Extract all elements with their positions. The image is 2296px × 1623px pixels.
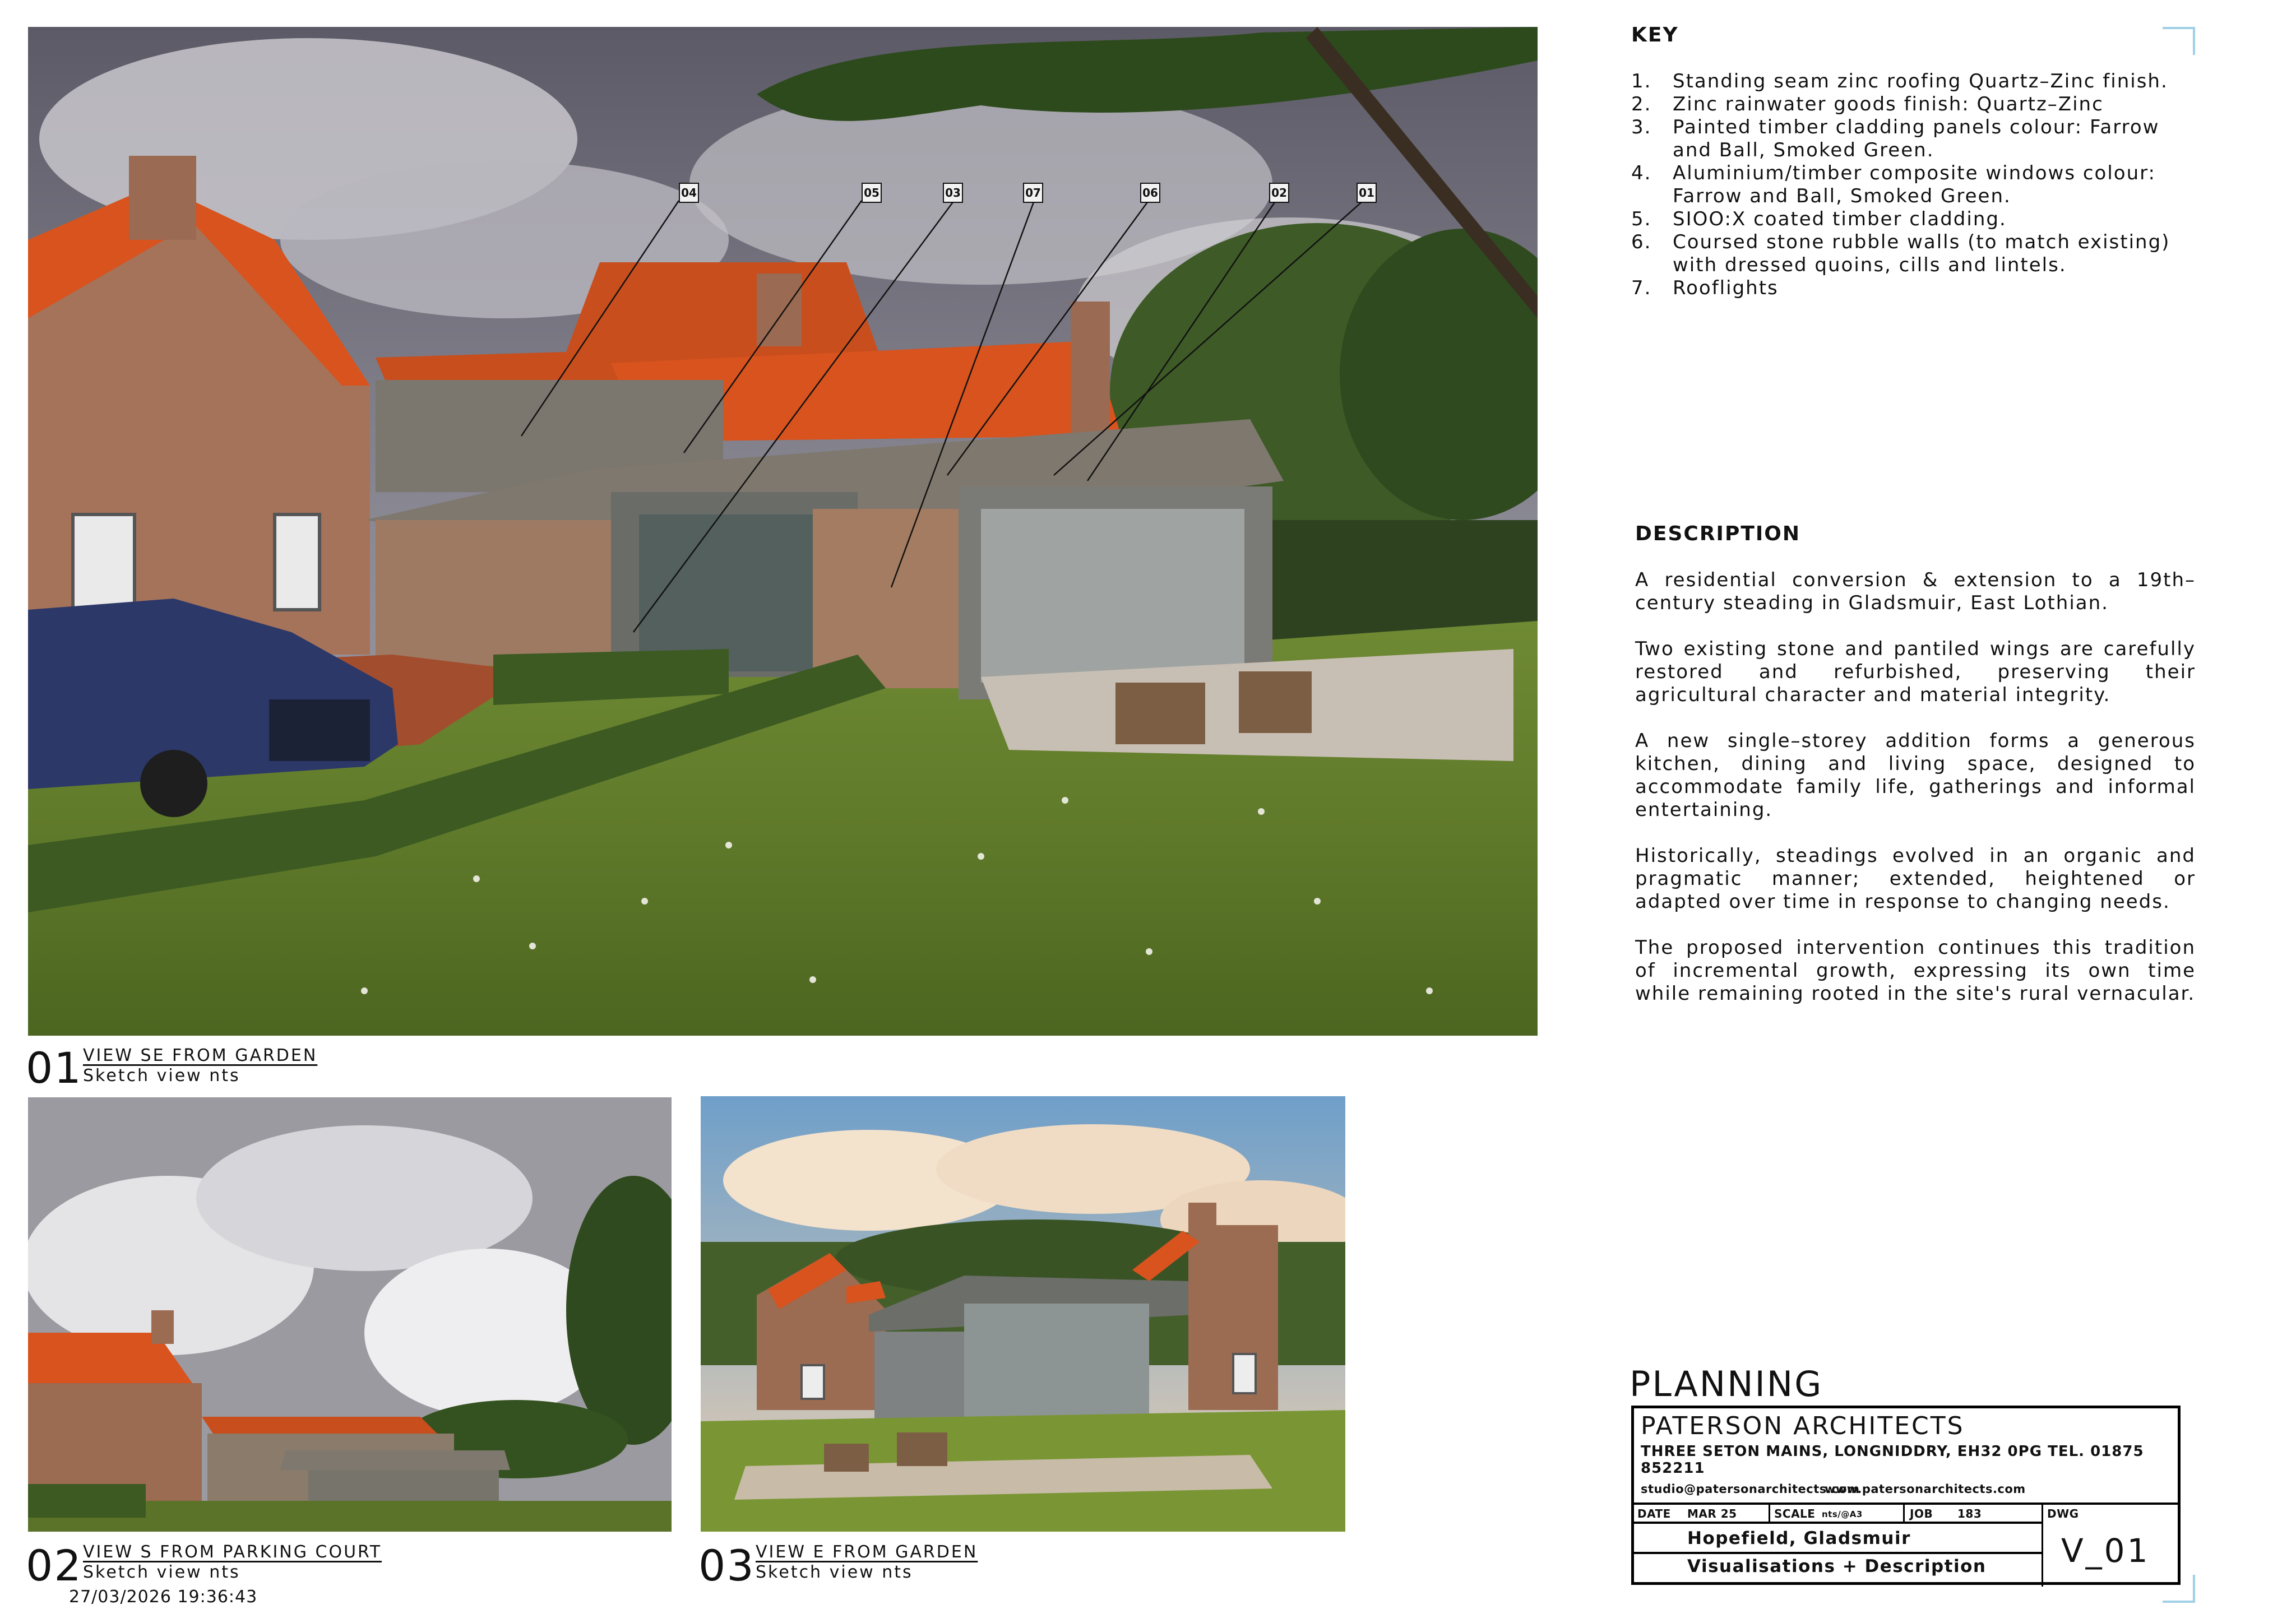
job-value: 183 [1957,1507,1982,1520]
key-item-text: Coursed stone rubble walls (to match existing) with dressed quoins, cills and lintels. [1673,231,2170,276]
title-block-divider [2042,1503,2043,1587]
firm-address: THREE SETON MAINS, LONGNIDDRY, EH32 0PG TEL. 01875 852211 [1641,1443,2144,1477]
caption-sub-02: Sketch view nts [83,1562,240,1582]
caption-title-01: VIEW SE FROM GARDEN [83,1046,318,1065]
title-block [1631,1406,2181,1585]
key-item [1631,208,2197,231]
caption-title-03: VIEW E FROM GARDEN [756,1542,978,1562]
callout-02: 02 [1269,183,1289,203]
key-item [1631,277,2197,300]
key-item-text: Aluminium/timber composite windows colour: Farrow and Ball, Smoked Green. [1673,162,2156,207]
caption-number-03: 03 [698,1541,755,1590]
drawing-number: V_01 [2061,1532,2150,1570]
key-item-text: Standing seam zinc roofing Quartz–Zinc finish. [1673,70,2168,92]
print-timestamp: 27/03/2026 19:36:43 [69,1587,258,1607]
dwg-label: DWG [2047,1507,2079,1520]
job-label: JOB [1910,1507,1933,1520]
key-item-number: 3. [1631,116,1652,138]
key-item [1631,231,2197,277]
key-item-number: 1. [1631,70,1652,92]
render-view-e-from-garden [701,1096,1345,1532]
caption-number-02: 02 [26,1541,82,1590]
date-value: MAR 25 [1687,1507,1737,1520]
firm-email[interactable]: studio@patersonarchitects.com [1641,1482,1860,1496]
crop-mark-top-right [2163,27,2195,55]
key-item-text: Rooflights [1673,277,1779,299]
firm-website[interactable]: www.patersonarchitects.com [1825,1482,2026,1496]
callout-07: 07 [1023,183,1043,203]
key-item-text: SIOO:X coated timber cladding. [1673,208,2007,230]
callout-06: 06 [1140,183,1160,203]
key-item [1631,70,2197,93]
callout-03: 03 [943,183,963,203]
description-paragraph: A new single–storey addition forms a generous kitchen, dining and living space, designed to accommodate family life, gatherings and informal entertaining. [1635,730,2196,821]
callout-04: 04 [679,183,699,203]
key-item [1631,116,2197,162]
caption-title-02: VIEW S FROM PARKING COURT [83,1542,382,1562]
project-name: Hopefield, Gladsmuir [1687,1528,1911,1548]
key-item [1631,93,2197,116]
date-label: DATE [1637,1507,1671,1520]
planning-status: PLANNING [1630,1364,1823,1404]
title-block-divider [1769,1503,1770,1523]
description-paragraph: Historically, steadings evolved in an organic and pragmatic manner; extended, heightened or adapted over time in response to changing needs. [1635,845,2196,913]
callout-05: 05 [862,183,882,203]
key-item [1631,162,2197,208]
description-paragraph: Two existing stone and pantiled wings are carefully restored and refurbished, preserving their agricultural character and material integrity. [1635,638,2196,706]
key-item-number: 4. [1631,162,1652,184]
key-heading: KEY [1631,24,1679,47]
render-view-s-from-parking-court [28,1097,672,1532]
render-view-se-from-garden [28,27,1538,1036]
key-item-text: Zinc rainwater goods finish: Quartz–Zinc [1673,93,2104,115]
key-list [1631,70,2197,300]
description-heading: DESCRIPTION [1635,522,1801,545]
title-block-divider [1903,1503,1905,1523]
firm-name: PATERSON ARCHITECTS [1641,1412,1965,1440]
key-item-text: Painted timber cladding panels colour: Farrow and Ball, Smoked Green. [1673,116,2160,161]
scale-label: SCALE [1774,1507,1816,1520]
caption-sub-01: Sketch view nts [83,1066,240,1086]
key-item-number: 7. [1631,277,1652,299]
title-block-divider [1634,1552,2043,1554]
description-paragraph: The proposed intervention continues this tradition of incremental growth, expressing its own time while remaining rooted in the site's rural vernacular. [1635,936,2196,1005]
caption-number-01: 01 [26,1043,82,1093]
key-item-number: 5. [1631,208,1652,230]
sheet-title: Visualisations + Description [1687,1556,1987,1576]
caption-sub-03: Sketch view nts [756,1562,913,1582]
callout-01: 01 [1357,183,1377,203]
key-item-number: 6. [1631,231,1652,253]
description-body [1635,569,2196,1028]
key-item-number: 2. [1631,93,1652,115]
scale-value: nts/@A3 [1822,1509,1863,1519]
title-block-divider [1634,1522,2043,1524]
description-paragraph: A residential conversion & extension to a 19th–century steading in Gladsmuir, East Lothian. [1635,569,2196,614]
title-block-divider [1634,1503,2178,1505]
